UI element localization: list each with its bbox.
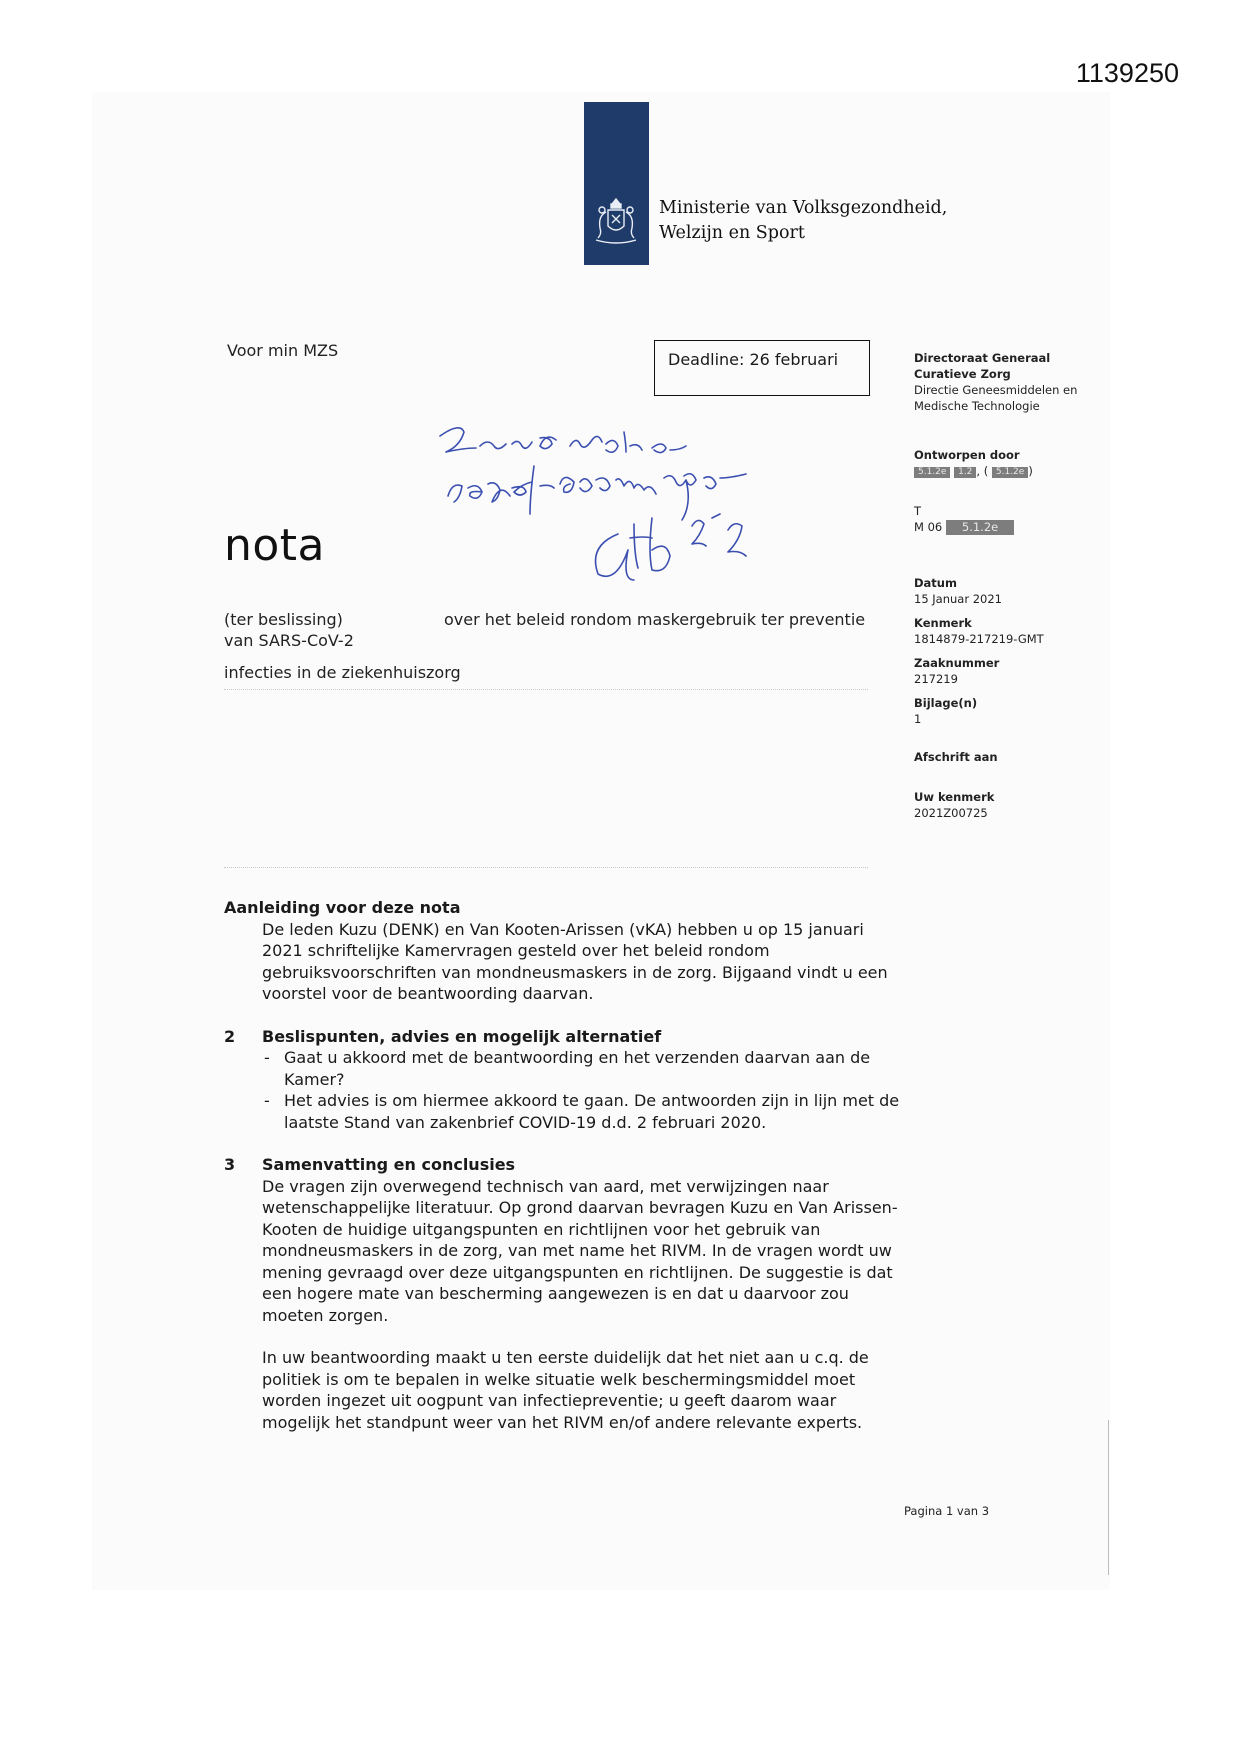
section-3-title: Samenvatting en conclusies xyxy=(262,1155,516,1174)
sidebar-organisation xyxy=(914,350,1077,414)
deadline-box xyxy=(654,340,870,396)
subject-part2: over het beleid rondom maskergebruik ter preventie xyxy=(444,610,866,629)
uw-kenmerk-value: 2021Z00725 xyxy=(914,806,988,820)
org-line3: Directie Geneesmiddelen en xyxy=(914,383,1078,397)
org-line2: Curatieve Zorg xyxy=(914,367,1011,381)
document-title: nota xyxy=(224,520,326,571)
designed-by-redacted: 5.1.2e 1.2 , ( 5.1.2e ) xyxy=(914,463,1033,479)
sidebar-designed-by xyxy=(914,447,1033,479)
subject-part1: (ter beslissing) xyxy=(224,610,343,629)
section-2-bullet-1: - Gaat u akkoord met de beantwoording en het verzenden daarvan aan de Kamer? xyxy=(262,1047,904,1090)
afschrift-label: Afschrift aan xyxy=(914,750,998,764)
section-3-paragraph-2: In uw beantwoording maakt u ten eerste duidelijk dat het niet aan u c.q. de politiek is om te bepalen in welke situatie welk beschermingsmiddel moet worden ingezet uit oogpunt van infectiepreventie; u geeft daarom waar mogelijk het standpunt weer van het RIVM en/of andere relevante experts. xyxy=(262,1348,869,1432)
zaaknummer-label: Zaaknummer xyxy=(914,656,1000,670)
redaction-phone: 5.1.2e xyxy=(946,520,1014,535)
document-body xyxy=(224,897,904,1433)
phone-t: T xyxy=(914,504,922,518)
document-number: 1139250 xyxy=(1075,58,1179,88)
royal-coat-of-arms-icon xyxy=(590,196,643,248)
ministry-name-line1: Ministerie van Volksgezondheid, xyxy=(659,198,948,218)
subject-part4: infecties in de ziekenhuiszorg xyxy=(224,663,461,682)
org-line4: Medische Technologie xyxy=(914,399,1040,413)
divider-top xyxy=(224,689,868,690)
ministry-name-line2: Welzijn en Sport xyxy=(659,223,805,243)
page-number: Pagina 1 van 3 xyxy=(904,1504,990,1518)
sidebar-phone xyxy=(914,503,1014,535)
bijlagen-value: 1 xyxy=(914,712,922,726)
section-2-title: Beslispunten, advies en mogelijk alternatief xyxy=(262,1026,662,1046)
section-3 xyxy=(224,1154,904,1433)
phone-m-row xyxy=(914,519,1014,535)
phone-m: M 06 xyxy=(914,520,943,534)
redaction-section: 1.2 xyxy=(954,467,976,478)
section-2-number: 2 xyxy=(224,1026,236,1046)
date-value: 15 Januar 2021 xyxy=(914,592,1003,606)
section-1-text: De leden Kuzu (DENK) en Van Kooten-Arissen (vKA) hebben u op 15 januari 2021 schriftelijke Kamervragen gesteld over het beleid rondom gebruiksvoorschriften van mondneusmaskers in de zorg. Bijgaand vindt u een voorstel voor de beantwoording daarvan. xyxy=(262,919,888,1003)
ministry-logo xyxy=(584,102,649,265)
uw-kenmerk-label: Uw kenmerk xyxy=(914,790,995,804)
deadline-text: Deadline: 26 februari xyxy=(668,350,839,369)
bijlagen-label: Bijlage(n) xyxy=(914,696,978,710)
date-label: Datum xyxy=(914,576,957,590)
ministry-name xyxy=(659,196,947,246)
designed-by-label: Ontworpen door xyxy=(914,448,1020,462)
section-3-paragraph-1: De vragen zijn overwegend technisch van aard, met verwijzingen naar wetenschappelijke literatuur. Op grond daarvan bevragen Kuzu en Van Arissen-Kooten de huidige uitgangspunten en richtlijnen voor het gebruik van mondneusmaskers in de zorg, van met name het RIVM. In de vragen wordt uw mening gevraagd over deze uitgangspunten en richtlijnen. De suggestie is dat een hogere mate van bescherming aangewezen is en dat u daarvoor zou moeten zorgen. xyxy=(262,1176,898,1325)
divider-bottom xyxy=(224,867,868,868)
org-line1: Directoraat Generaal xyxy=(914,351,1051,365)
kenmerk-value: 1814879-217219-GMT xyxy=(914,632,1044,646)
section-2-bullets xyxy=(224,1047,904,1133)
redaction-name: 5.1.2e xyxy=(914,467,950,478)
addressee: Voor min MZS xyxy=(227,341,339,360)
section-1-title: Aanleiding voor deze nota xyxy=(224,898,461,917)
subject-part3: van SARS-CoV-2 xyxy=(224,631,354,650)
section-2 xyxy=(224,1026,904,1134)
section-1 xyxy=(224,897,904,1005)
handwritten-annotation xyxy=(420,418,840,608)
zaaknummer-value: 217219 xyxy=(914,672,958,686)
sidebar-meta xyxy=(914,575,1044,821)
scan-edge-line xyxy=(1108,1420,1109,1575)
redaction-contact: 5.1.2e xyxy=(992,467,1028,478)
section-3-number: 3 xyxy=(224,1155,236,1174)
section-2-bullet-2: - Het advies is om hiermee akkoord te gaan. De antwoorden zijn in lijn met de laatste Stand van zakenbrief COVID-19 d.d. 2 februari 2020. xyxy=(262,1090,904,1133)
kenmerk-label: Kenmerk xyxy=(914,616,972,630)
